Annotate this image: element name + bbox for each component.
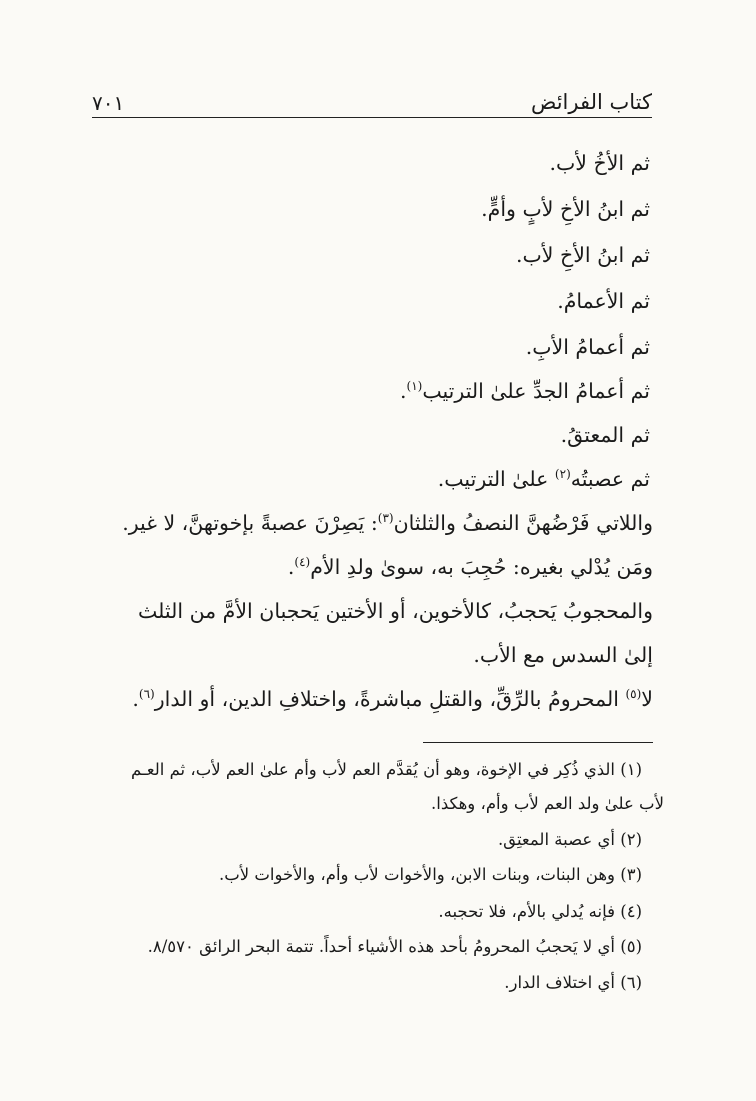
footnote-1-continued: لأب علىٰ ولد العم لأب وأم، وهكذا. [431,794,664,813]
text-line: إلىٰ السدس مع الأب. [473,643,653,667]
text-line: لا$^{(٥)}$ المحرومُ بالرِّقِّ، والقتلِ مباشرةً، واختلافِ الدين، أو الدار$^{(٦)}$. [132,687,653,711]
text-line: ثم الأعمامُ. [557,289,650,313]
footnote-4: (٤) فإنه يُدلي بالأم، فلا تحجبه. [438,902,642,921]
footnote-ref: (٦) [138,687,155,702]
footnote-ref: (٢) [554,467,571,482]
text-line: والمحجوبُ يَحجبُ، كالأخوين، أو الأختين يَحجبان الأمَّ من الثلث [138,599,653,623]
text-line: ثم المعتقُ. [560,423,650,447]
text-line: ثم الأخُ لأب. [549,151,650,175]
footnote-5: (٥) أي لا يَحجبُ المحرومُ بأحد هذه الأشياء أحداً. تتمة البحر الرائق ٨/٥٧٠. [147,937,642,956]
text-line: ثم ابنُ الأخِ لأب. [515,243,650,267]
page-header [92,85,652,118]
footnote-6: (٦) أي اختلاف الدار. [504,973,642,992]
footnote-1: (١) الذي ذُكِر في الإخوة، وهو أن يُقدَّم العم لأب وأم علىٰ العم لأب، ثم العـم [130,760,642,779]
text-line: ثم عصبتُه$^{(٢)}$ علىٰ الترتيب. [437,467,650,491]
page-number: ٧٠١ [92,91,125,115]
footnote-3: (٣) وهن البنات، وبنات الابن، والأخوات لأب وأم، والأخوات لأب. [218,865,642,884]
footnote-ref: (٤) [294,555,311,570]
footnote-2: (٢) أي عصبة المعتِق. [497,830,642,849]
text-line: ثم أعمامُ الجدِّ علىٰ الترتيب$^{(١)}$. [400,379,650,403]
footnote-ref: (٥) [625,687,642,702]
footnote-ref: (١) [406,379,423,394]
text-line: ثم ابنُ الأخِ لأبٍ وأمٍّ. [481,197,650,221]
footnote-ref: (٣) [377,511,394,526]
chapter-title: كتاب الفرائض [530,90,652,114]
text-line: واللاتي فَرْضُهنَّ النصفُ والثلثان$^{(٣)}$: يَصِرْنَ عصبةً بإخوتهنَّ، لا غير. [122,511,653,535]
text-line: ومَن يُدْلي بغيره: حُجِبَ به، سوىٰ ولدِ الأم$^{(٤)}$. [287,555,653,579]
text-line: ثم أعمامُ الأبِ. [525,335,650,359]
footnote-divider [423,742,653,743]
